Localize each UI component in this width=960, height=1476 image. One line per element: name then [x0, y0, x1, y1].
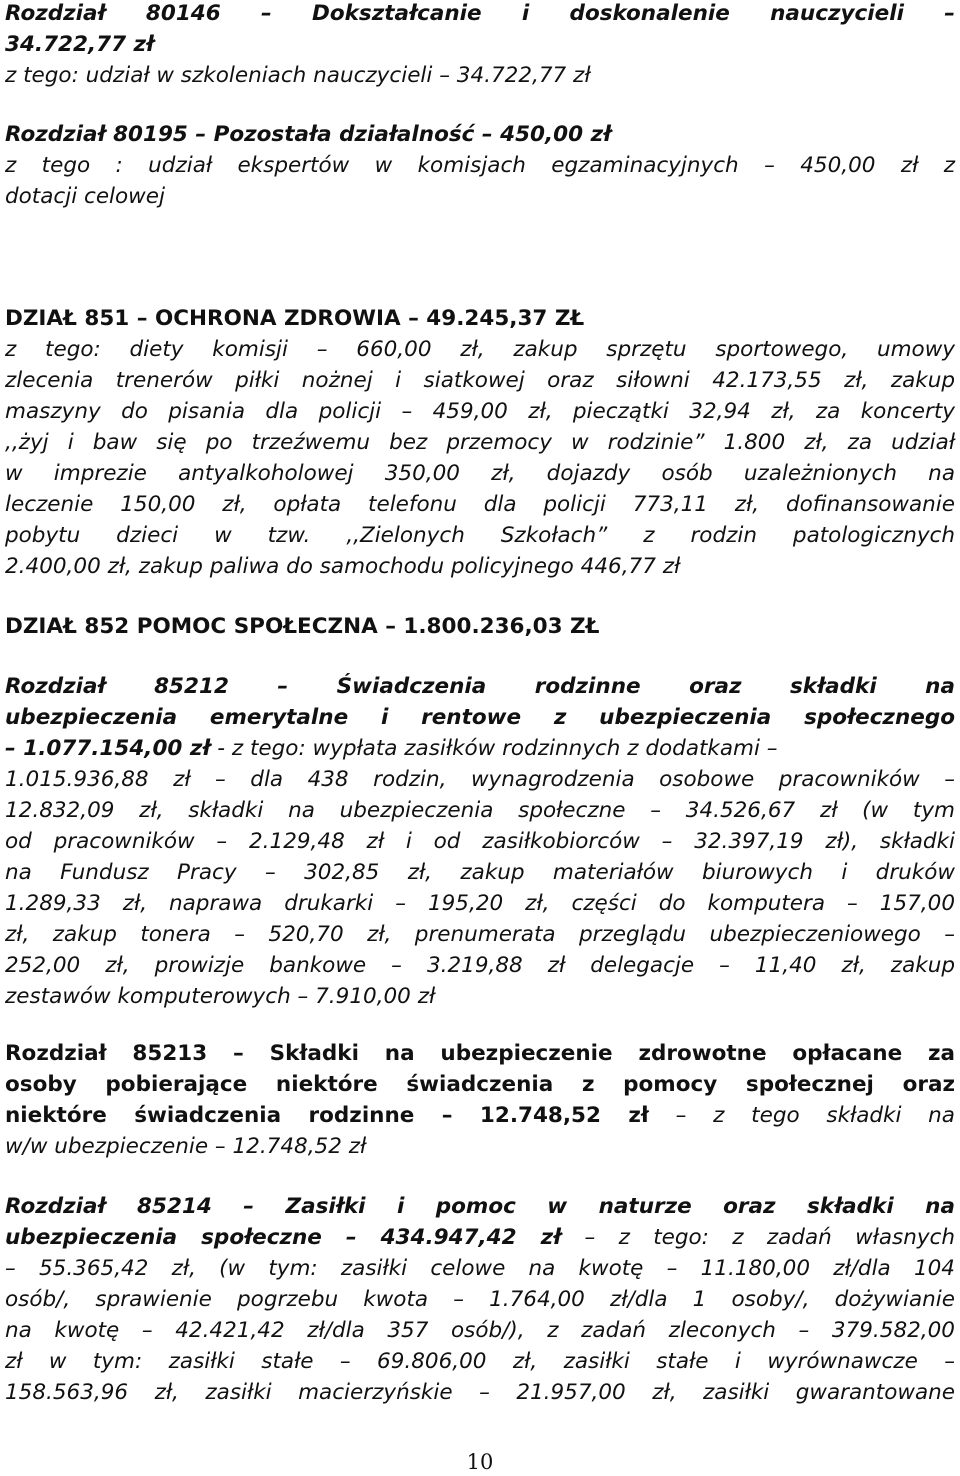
section-85213-heading: Rozdział 85213 – Składki na ubezpieczenie zdrowotne opłacane za	[5, 1041, 955, 1066]
section-80195	[5, 119, 955, 212]
section-85212-text-line: 12.832,09 zł, składki na ubezpieczenia społeczne – 34.526,67 zł (w tym	[5, 798, 955, 823]
page-number: 10	[466, 1450, 494, 1474]
section-85212-text-line: od pracowników – 2.129,48 zł i od zasiłkobiorców – 32.397,19 zł), składki	[5, 829, 955, 854]
section-85212-text-line: zestawów komputerowych – 7.910,00 zł	[5, 984, 436, 1009]
section-80195-detail-line: z tego : udział ekspertów w komisjach egzaminacyjnych – 450,00 zł z	[5, 153, 955, 178]
section-85213-heading: osoby pobierające niektóre świadczenia z pomocy społecznej oraz	[5, 1072, 955, 1097]
section-85214-text-line: 158.563,96 zł, zasiłki macierzyńskie – 21.957,00 zł, zasiłki gwarantowane	[5, 1380, 955, 1405]
section-80146	[5, 0, 955, 91]
section-851-text-line: 2.400,00 zł, zakup paliwa do samochodu policyjnego 446,77 zł	[5, 554, 681, 579]
section-85212-text-line	[5, 733, 955, 764]
section-852	[5, 611, 955, 642]
section-85214-intro: – z tego: z zadań własnych	[561, 1225, 956, 1250]
section-851-text-line: pobytu dzieci w tzw. ,,Zielonych Szkołach” z rodzin patologicznych	[5, 523, 955, 548]
section-85213-intro: – z tego składki na	[648, 1103, 955, 1128]
section-85214	[5, 1191, 955, 1408]
section-80195-heading: Rozdział 80195 – Pozostała działalność – 450,00 zł	[5, 122, 612, 147]
section-85212-amount: – 1.077.154,00 zł	[5, 736, 211, 761]
section-85212-text-line: zł, zakup tonera – 520,70 zł, prenumerata przeglądu ubezpieczeniowego –	[5, 922, 955, 947]
section-85212-text-line: 252,00 zł, prowizje bankowe – 3.219,88 zł delegacje – 11,40 zł, zakup	[5, 953, 955, 978]
section-851-text-line: zlecenia trenerów piłki nożnej i siatkowej oraz siłowni 42.173,55 zł, zakup	[5, 368, 955, 393]
section-85212-text-line: 1.289,33 zł, naprawa drukarki – 195,20 zł, części do komputera – 157,00	[5, 891, 955, 916]
section-80195-detail-line: dotacji celowej	[5, 184, 165, 209]
section-85213-text-line	[5, 1100, 955, 1131]
section-85212	[5, 671, 955, 1012]
section-85213-amount: niektóre świadczenia rodzinne – 12.748,52 zł	[5, 1103, 649, 1128]
section-85212-heading: Rozdział 85212 – Świadczenia rodzinne oraz składki na	[5, 674, 955, 699]
section-80146-detail: z tego: udział w szkoleniach nauczycieli – 34.722,77 zł	[5, 63, 591, 88]
section-85212-heading: ubezpieczenia emerytalne i rentowe z ubezpieczenia społecznego	[5, 705, 955, 730]
section-85213	[5, 1038, 955, 1162]
section-85212-intro: - z tego: wypłata zasiłków rodzinnych z dodatkami –	[210, 736, 778, 761]
section-851-heading: DZIAŁ 851 – OCHRONA ZDROWIA – 49.245,37 ZŁ	[5, 306, 585, 331]
section-851-text-line: leczenie 150,00 zł, opłata telefonu dla policji 773,11 zł, dofinansowanie	[5, 492, 955, 517]
section-851	[5, 303, 955, 582]
section-85214-text-line	[5, 1222, 955, 1253]
section-85214-text-line: – 55.365,42 zł, (w tym: zasiłki celowe na kwotę – 11.180,00 zł/dla 104	[5, 1256, 955, 1281]
section-851-text-line: ,,żyj i baw się po trzeźwemu bez przemocy w rodzinie” 1.800 zł, za udział	[5, 430, 955, 455]
section-85214-text-line: na kwotę – 42.421,42 zł/dla 357 osób/), z zadań zleconych – 379.582,00	[5, 1318, 955, 1343]
section-85212-text-line: 1.015.936,88 zł – dla 438 rodzin, wynagrodzenia osobowe pracowników –	[5, 767, 955, 792]
section-85214-amount: ubezpieczenia społeczne – 434.947,42 zł	[5, 1225, 562, 1250]
section-80146-amount: 34.722,77 zł	[5, 32, 155, 57]
section-851-text-line: maszyny do pisania dla policji – 459,00 zł, pieczątki 32,94 zł, za koncerty	[5, 399, 955, 424]
section-851-text-line: z tego: diety komisji – 660,00 zł, zakup sprzętu sportowego, umowy	[5, 337, 955, 362]
section-85213-text-line: w/w ubezpieczenie – 12.748,52 zł	[5, 1134, 367, 1159]
section-85214-text-line: osób/, sprawienie pogrzebu kwota – 1.764,00 zł/dla 1 osoby/, dożywianie	[5, 1287, 955, 1312]
section-85214-text-line: zł w tym: zasiłki stałe – 69.806,00 zł, zasiłki stałe i wyrównawcze –	[5, 1349, 955, 1374]
section-85212-text-line: na Fundusz Pracy – 302,85 zł, zakup materiałów biurowych i druków	[5, 860, 955, 885]
section-85214-heading: Rozdział 85214 – Zasiłki i pomoc w naturze oraz składki na	[5, 1194, 955, 1219]
section-80146-heading: Rozdział 80146 – Dokształcanie i doskonalenie nauczycieli –	[5, 1, 955, 26]
section-852-heading: DZIAŁ 852 POMOC SPOŁECZNA – 1.800.236,03 ZŁ	[5, 614, 600, 639]
section-851-text-line: w imprezie antyalkoholowej 350,00 zł, dojazdy osób uzależnionych na	[5, 461, 955, 486]
